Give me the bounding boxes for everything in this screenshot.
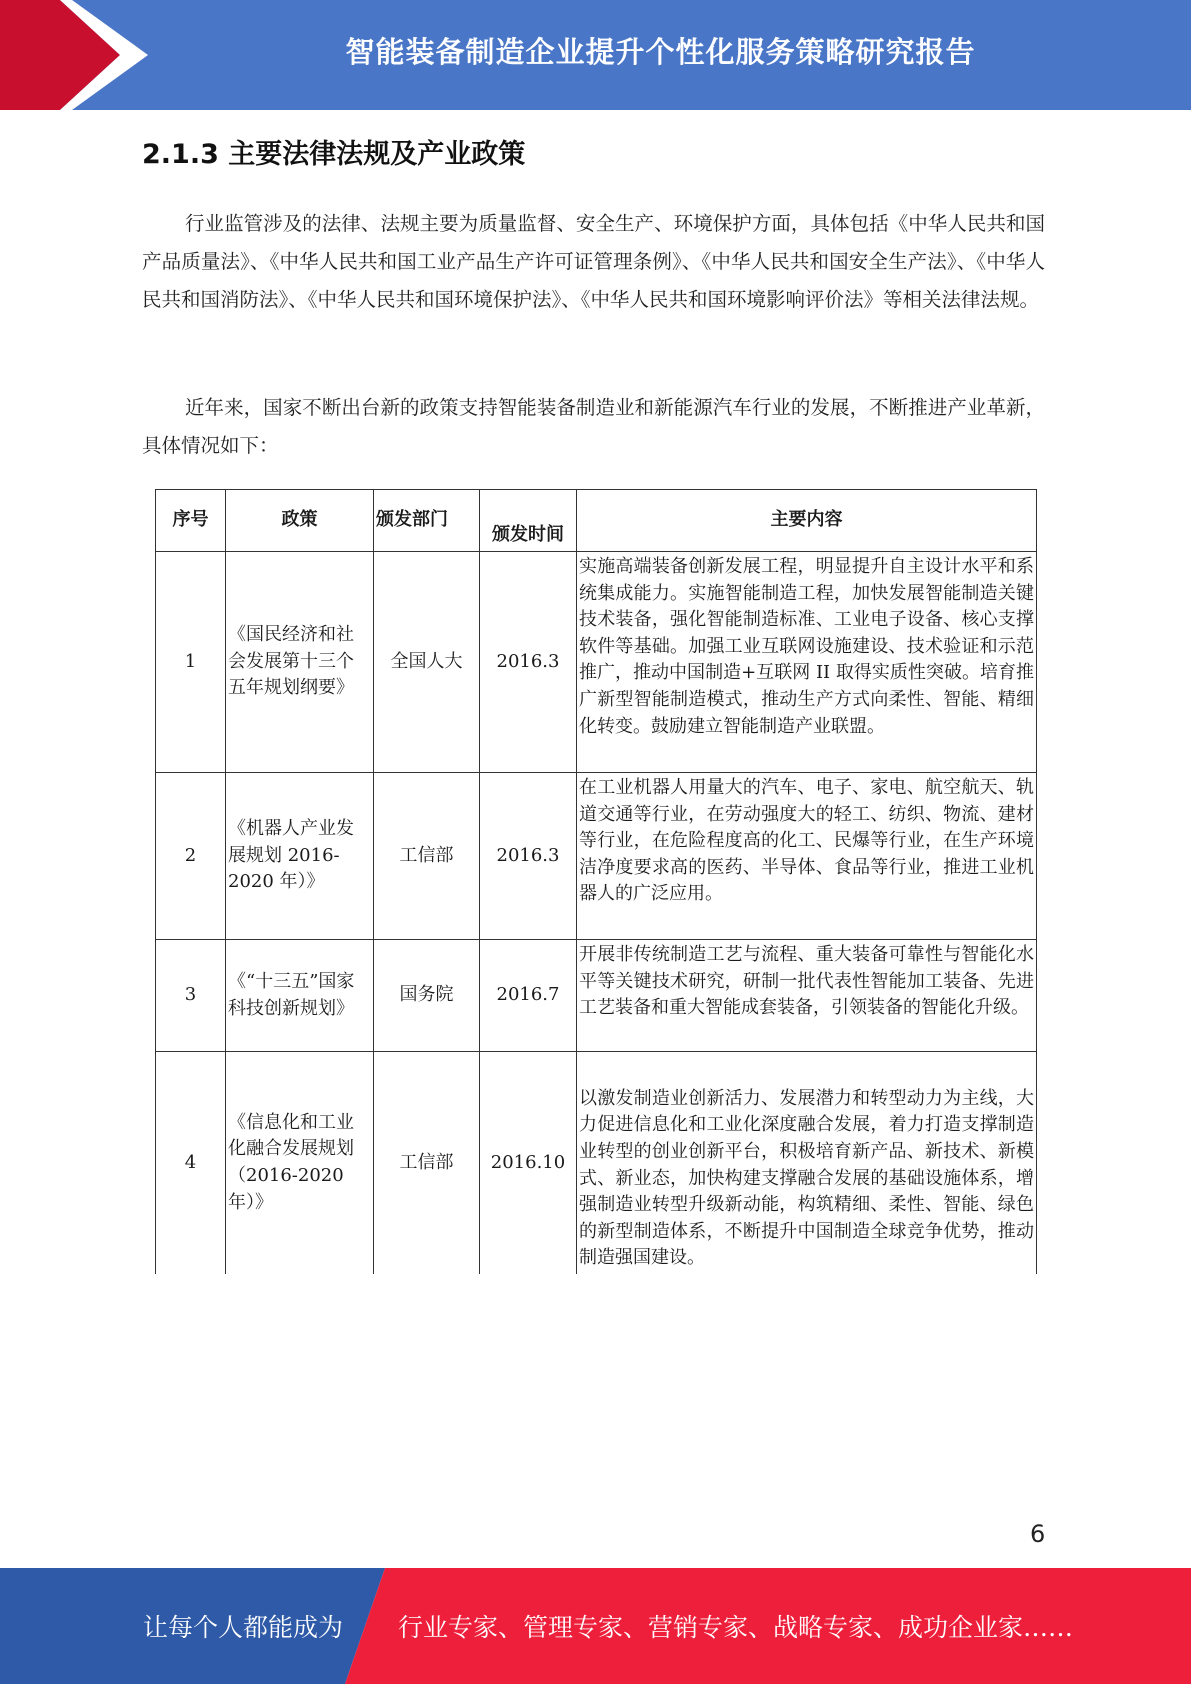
cell-policy: 《信息化和工业化融合发展规划（2016-2020 年）》 bbox=[226, 1052, 374, 1275]
footer-slogan-left: 让每个人都能成为 bbox=[143, 1613, 344, 1642]
header-num: 序号 bbox=[156, 490, 226, 552]
cell-num: 4 bbox=[156, 1052, 226, 1275]
header-content: 主要内容 bbox=[577, 490, 1037, 552]
table-row bbox=[156, 552, 1037, 773]
cell-date: 2016.10 bbox=[480, 1052, 577, 1275]
cell-policy: 《机器人产业发展规划 2016-2020 年）》 bbox=[226, 773, 374, 940]
cell-dept: 国务院 bbox=[374, 940, 480, 1052]
section-heading: 2.1.3 主要法律法规及产业政策 bbox=[142, 139, 526, 170]
report-title: 智能装备制造企业提升个性化服务策略研究报告 bbox=[345, 34, 976, 69]
cell-policy: 《国民经济和社会发展第十三个五年规划纲要》 bbox=[226, 552, 374, 773]
cell-num: 2 bbox=[156, 773, 226, 940]
paragraph-laws: 行业监管涉及的法律、法规主要为质量监督、安全生产、环境保护方面，具体包括《中华人民共和国产品质量法》、《中华人民共和国工业产品生产许可证管理条例》、《中华人民共和国安全生产法》、《中华人民共和国消防法》、《中华人民共和国环境保护法》、《中华人民共和国环境影响评价法》等相关法律法规。 bbox=[142, 212, 1045, 311]
cell-content: 开展非传统制造工艺与流程、重大装备可靠性与智能化水平等关键技术研究，研制一批代表性智能加工装备、先进工艺装备和重大智能成套装备，引领装备的智能化升级。 bbox=[577, 940, 1037, 1052]
table-row bbox=[156, 1052, 1037, 1275]
cell-policy: 《“十三五”国家科技创新规划》 bbox=[226, 940, 374, 1052]
footer-slogan-right: 行业专家、管理专家、营销专家、战略专家、成功企业家…… bbox=[398, 1613, 1074, 1642]
cell-content: 实施高端装备创新发展工程，明显提升自主设计水平和系统集成能力。实施智能制造工程，加快发展智能制造关键技术装备，强化智能制造标准、工业电子设备、核心支撑软件等基础。加强工业互联网设施建设、技术验证和示范推广，推动中国制造+互联网 II 取得实质性突破。培育推广新型智能制造模式，推动生产方式向柔性、智能、精细化转变。鼓励建立智能制造产业联盟。 bbox=[577, 552, 1037, 773]
cell-dept: 工信部 bbox=[374, 773, 480, 940]
cell-dept: 全国人大 bbox=[374, 552, 480, 773]
header-date: 颁发时间 bbox=[480, 490, 577, 552]
cell-num: 3 bbox=[156, 940, 226, 1052]
cell-date: 2016.3 bbox=[480, 552, 577, 773]
paragraph-policies: 近年来，国家不断出台新的政策支持智能装备制造业和新能源汽车行业的发展，不断推进产业革新，具体情况如下： bbox=[142, 396, 1045, 457]
cell-dept: 工信部 bbox=[374, 1052, 480, 1275]
table-header-row bbox=[156, 490, 1037, 552]
cell-content: 以激发制造业创新活力、发展潜力和转型动力为主线，大力促进信息化和工业化深度融合发展，着力打造支撑制造业转型的创业创新平台，积极培育新产品、新技术、新模式、新业态，加快构建支撑融合发展的基础设施体系，增强制造业转型升级新动能，构筑精细、柔性、智能、绿色的新型制造体系，不断提升中国制造全球竞争优势，推动制造强国建设。 bbox=[577, 1052, 1037, 1275]
page-footer bbox=[0, 1568, 1191, 1684]
header-dept: 颁发部门 bbox=[374, 490, 480, 552]
cell-date: 2016.7 bbox=[480, 940, 577, 1052]
policy-table bbox=[155, 489, 1037, 1274]
cell-num: 1 bbox=[156, 552, 226, 773]
table-row bbox=[156, 940, 1037, 1052]
cell-content: 在工业机器人用量大的汽车、电子、家电、航空航天、轨道交通等行业，在劳动强度大的轻工、纺织、物流、建材等行业，在危险程度高的化工、民爆等行业，在生产环境洁净度要求高的医药、半导体、食品等行业，推进工业机器人的广泛应用。 bbox=[577, 773, 1037, 940]
page-header bbox=[0, 0, 1191, 110]
table-row bbox=[156, 773, 1037, 940]
header-chevron-graphic bbox=[0, 0, 160, 110]
cell-date: 2016.3 bbox=[480, 773, 577, 940]
header-policy: 政策 bbox=[226, 490, 374, 552]
page-number: 6 bbox=[1030, 1520, 1046, 1548]
